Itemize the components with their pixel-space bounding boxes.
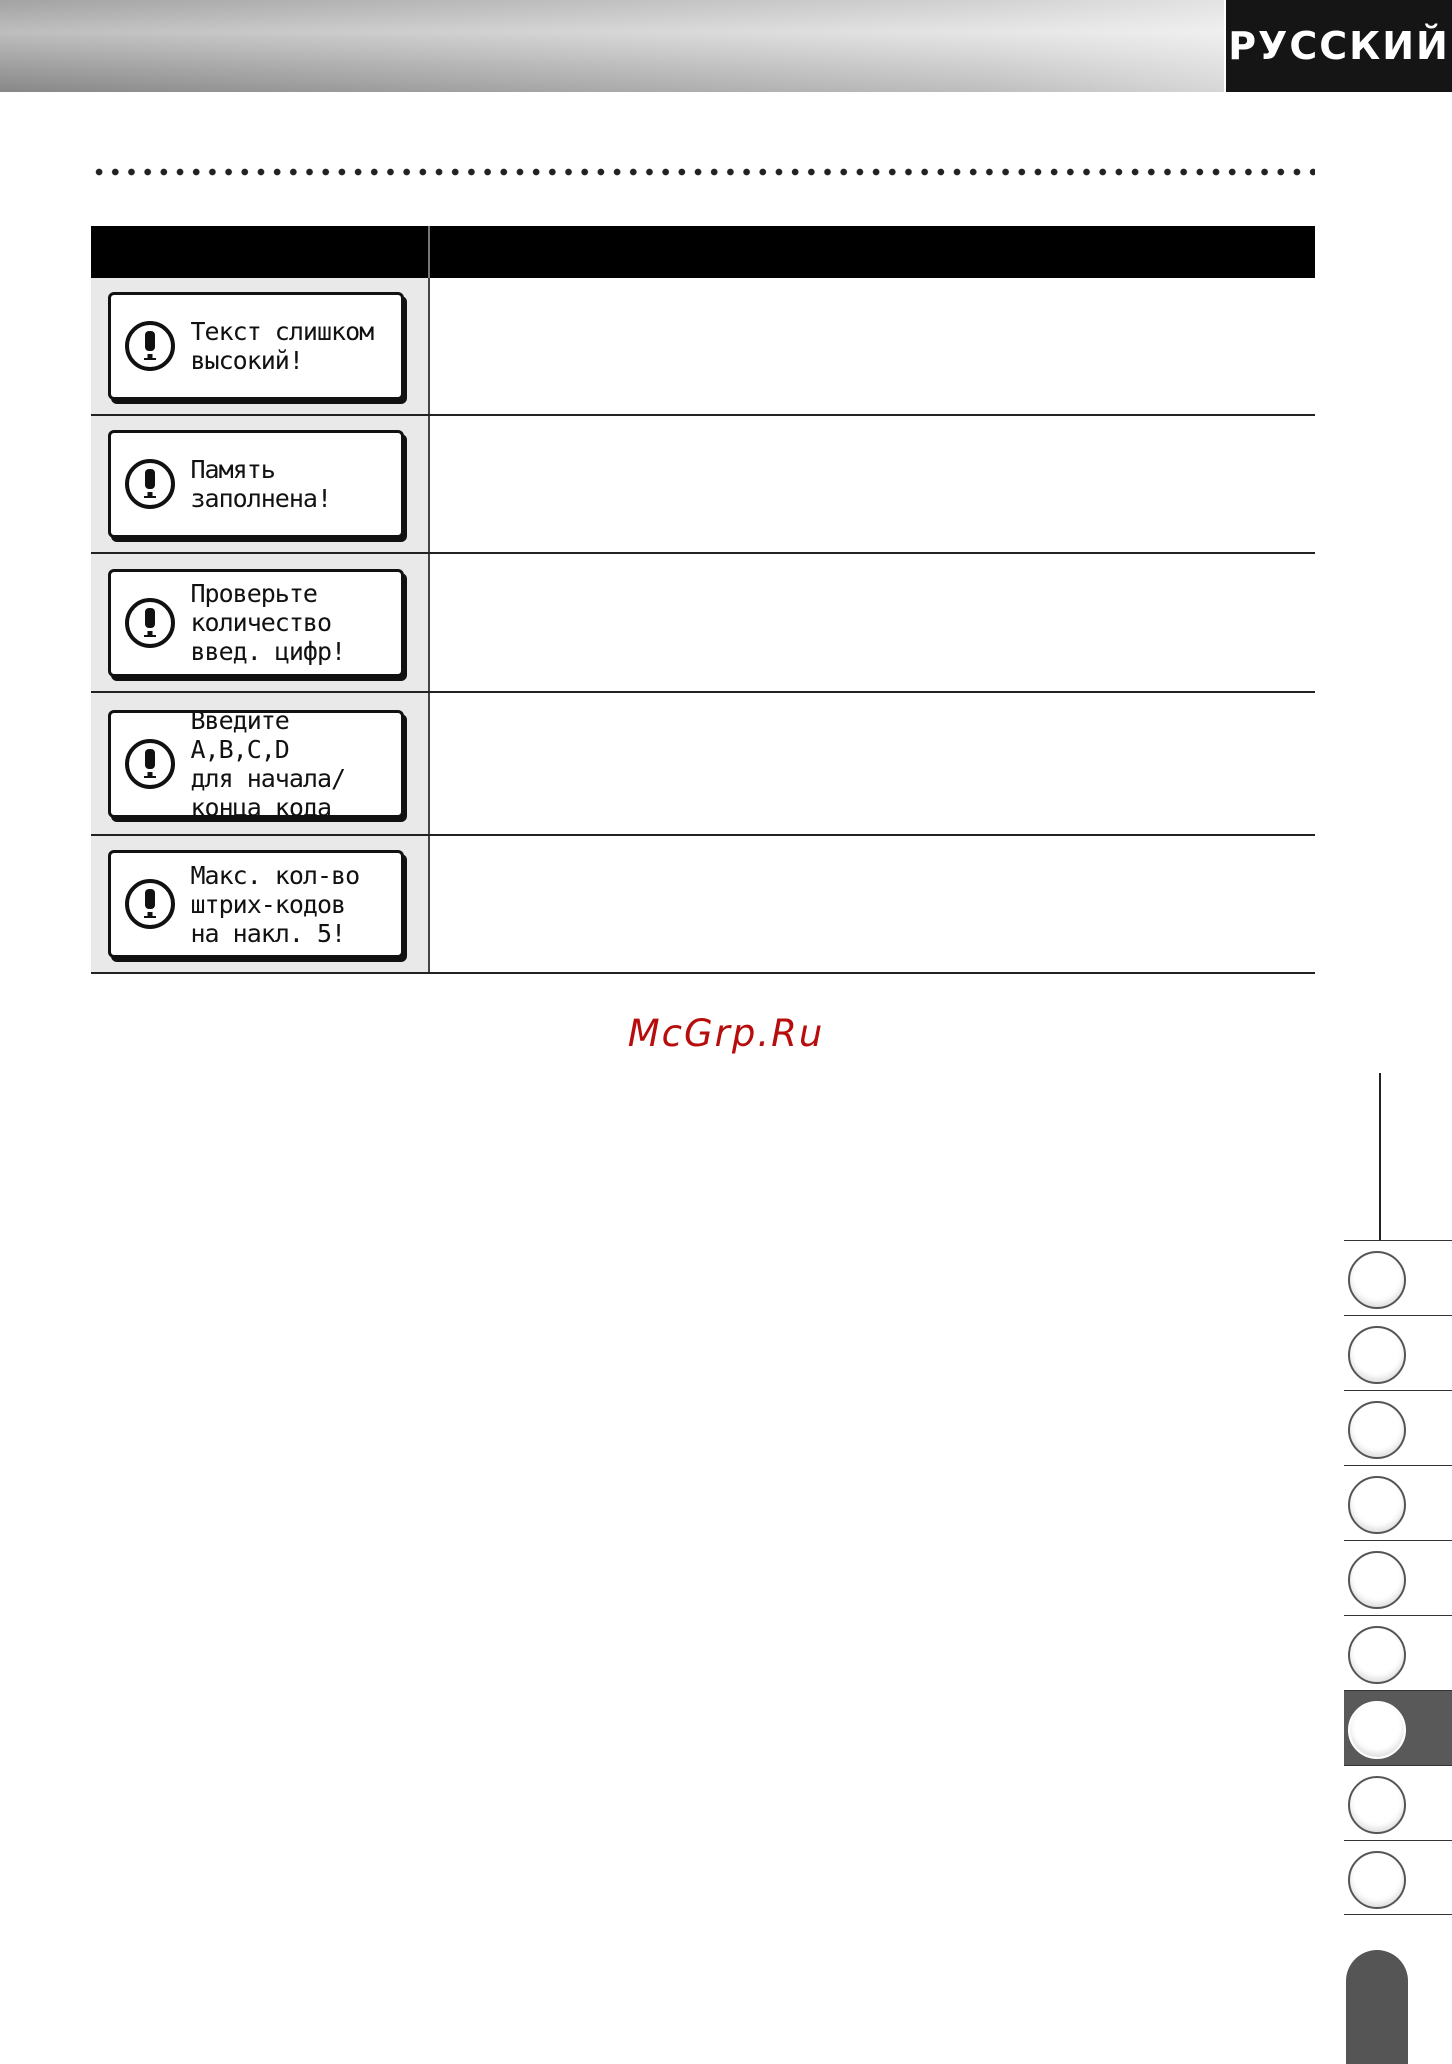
chapter-circle-icon bbox=[1348, 1326, 1406, 1384]
lcd-message-text: Макс. кол-во штрих-кодов на накл. 5! bbox=[190, 860, 360, 948]
watermark: McGrp.Ru bbox=[627, 1012, 825, 1055]
description-cell bbox=[430, 416, 1315, 552]
description-cell bbox=[430, 554, 1315, 691]
chapter-circle-icon bbox=[1348, 1776, 1406, 1834]
header-cell-message bbox=[91, 226, 430, 278]
chapter-tab[interactable] bbox=[1344, 1840, 1452, 1915]
chapter-circle-icon bbox=[1348, 1851, 1406, 1909]
message-cell bbox=[91, 836, 430, 972]
chapter-circle-icon bbox=[1348, 1476, 1406, 1534]
message-cell bbox=[91, 416, 430, 552]
lcd-screen bbox=[108, 850, 404, 958]
chapter-circle-icon bbox=[1348, 1251, 1406, 1309]
lcd-message-text: Введите A,B,C,D для начала/ конца кода bbox=[190, 705, 346, 822]
description-cell bbox=[430, 278, 1315, 414]
lcd-message-text: Текст слишком высокий! bbox=[190, 317, 374, 375]
chapter-tab[interactable] bbox=[1344, 1240, 1452, 1315]
chapter-tab[interactable] bbox=[1344, 1390, 1452, 1465]
chapter-circle-icon bbox=[1348, 1626, 1406, 1684]
description-cell bbox=[430, 693, 1315, 834]
section-dotted-divider bbox=[91, 168, 1315, 176]
lcd-message-text: Проверьте количество введ. цифр! bbox=[190, 579, 346, 666]
chapter-circle-icon bbox=[1348, 1551, 1406, 1609]
lcd-screen bbox=[108, 292, 404, 400]
table-header bbox=[91, 226, 1315, 278]
description-cell bbox=[430, 836, 1315, 972]
header-cell-description bbox=[430, 226, 1315, 278]
lcd-message-text: Память заполнена! bbox=[190, 455, 332, 513]
message-cell bbox=[91, 554, 430, 691]
exclamation-icon bbox=[123, 457, 177, 511]
error-message-table bbox=[91, 226, 1315, 974]
language-label: РУССКИЙ bbox=[1228, 24, 1450, 68]
table-row bbox=[91, 554, 1315, 693]
chapter-tab[interactable] bbox=[1344, 1465, 1452, 1540]
lcd-screen bbox=[108, 430, 404, 538]
table-row bbox=[91, 416, 1315, 554]
exclamation-icon bbox=[123, 319, 177, 373]
chapter-circle-icon bbox=[1348, 1401, 1406, 1459]
page-number-tab bbox=[1346, 1950, 1408, 2064]
lcd-screen bbox=[108, 569, 404, 677]
chapter-tabs bbox=[1344, 1240, 1452, 1915]
chapter-tab[interactable] bbox=[1344, 1315, 1452, 1390]
message-cell bbox=[91, 693, 430, 834]
chapter-circle-icon bbox=[1348, 1701, 1406, 1759]
side-vertical-line bbox=[1379, 1073, 1381, 1241]
exclamation-icon bbox=[123, 877, 177, 931]
exclamation-icon bbox=[123, 596, 177, 650]
language-tab bbox=[1226, 0, 1452, 92]
header-band bbox=[0, 0, 1224, 92]
lcd-screen bbox=[108, 705, 404, 822]
exclamation-icon bbox=[123, 737, 177, 791]
message-cell bbox=[91, 278, 430, 414]
chapter-tab[interactable] bbox=[1344, 1765, 1452, 1840]
chapter-tab[interactable] bbox=[1344, 1540, 1452, 1615]
table-row bbox=[91, 278, 1315, 416]
table-row bbox=[91, 836, 1315, 974]
table-row bbox=[91, 693, 1315, 836]
chapter-tab-active[interactable] bbox=[1344, 1690, 1452, 1765]
chapter-tab[interactable] bbox=[1344, 1615, 1452, 1690]
